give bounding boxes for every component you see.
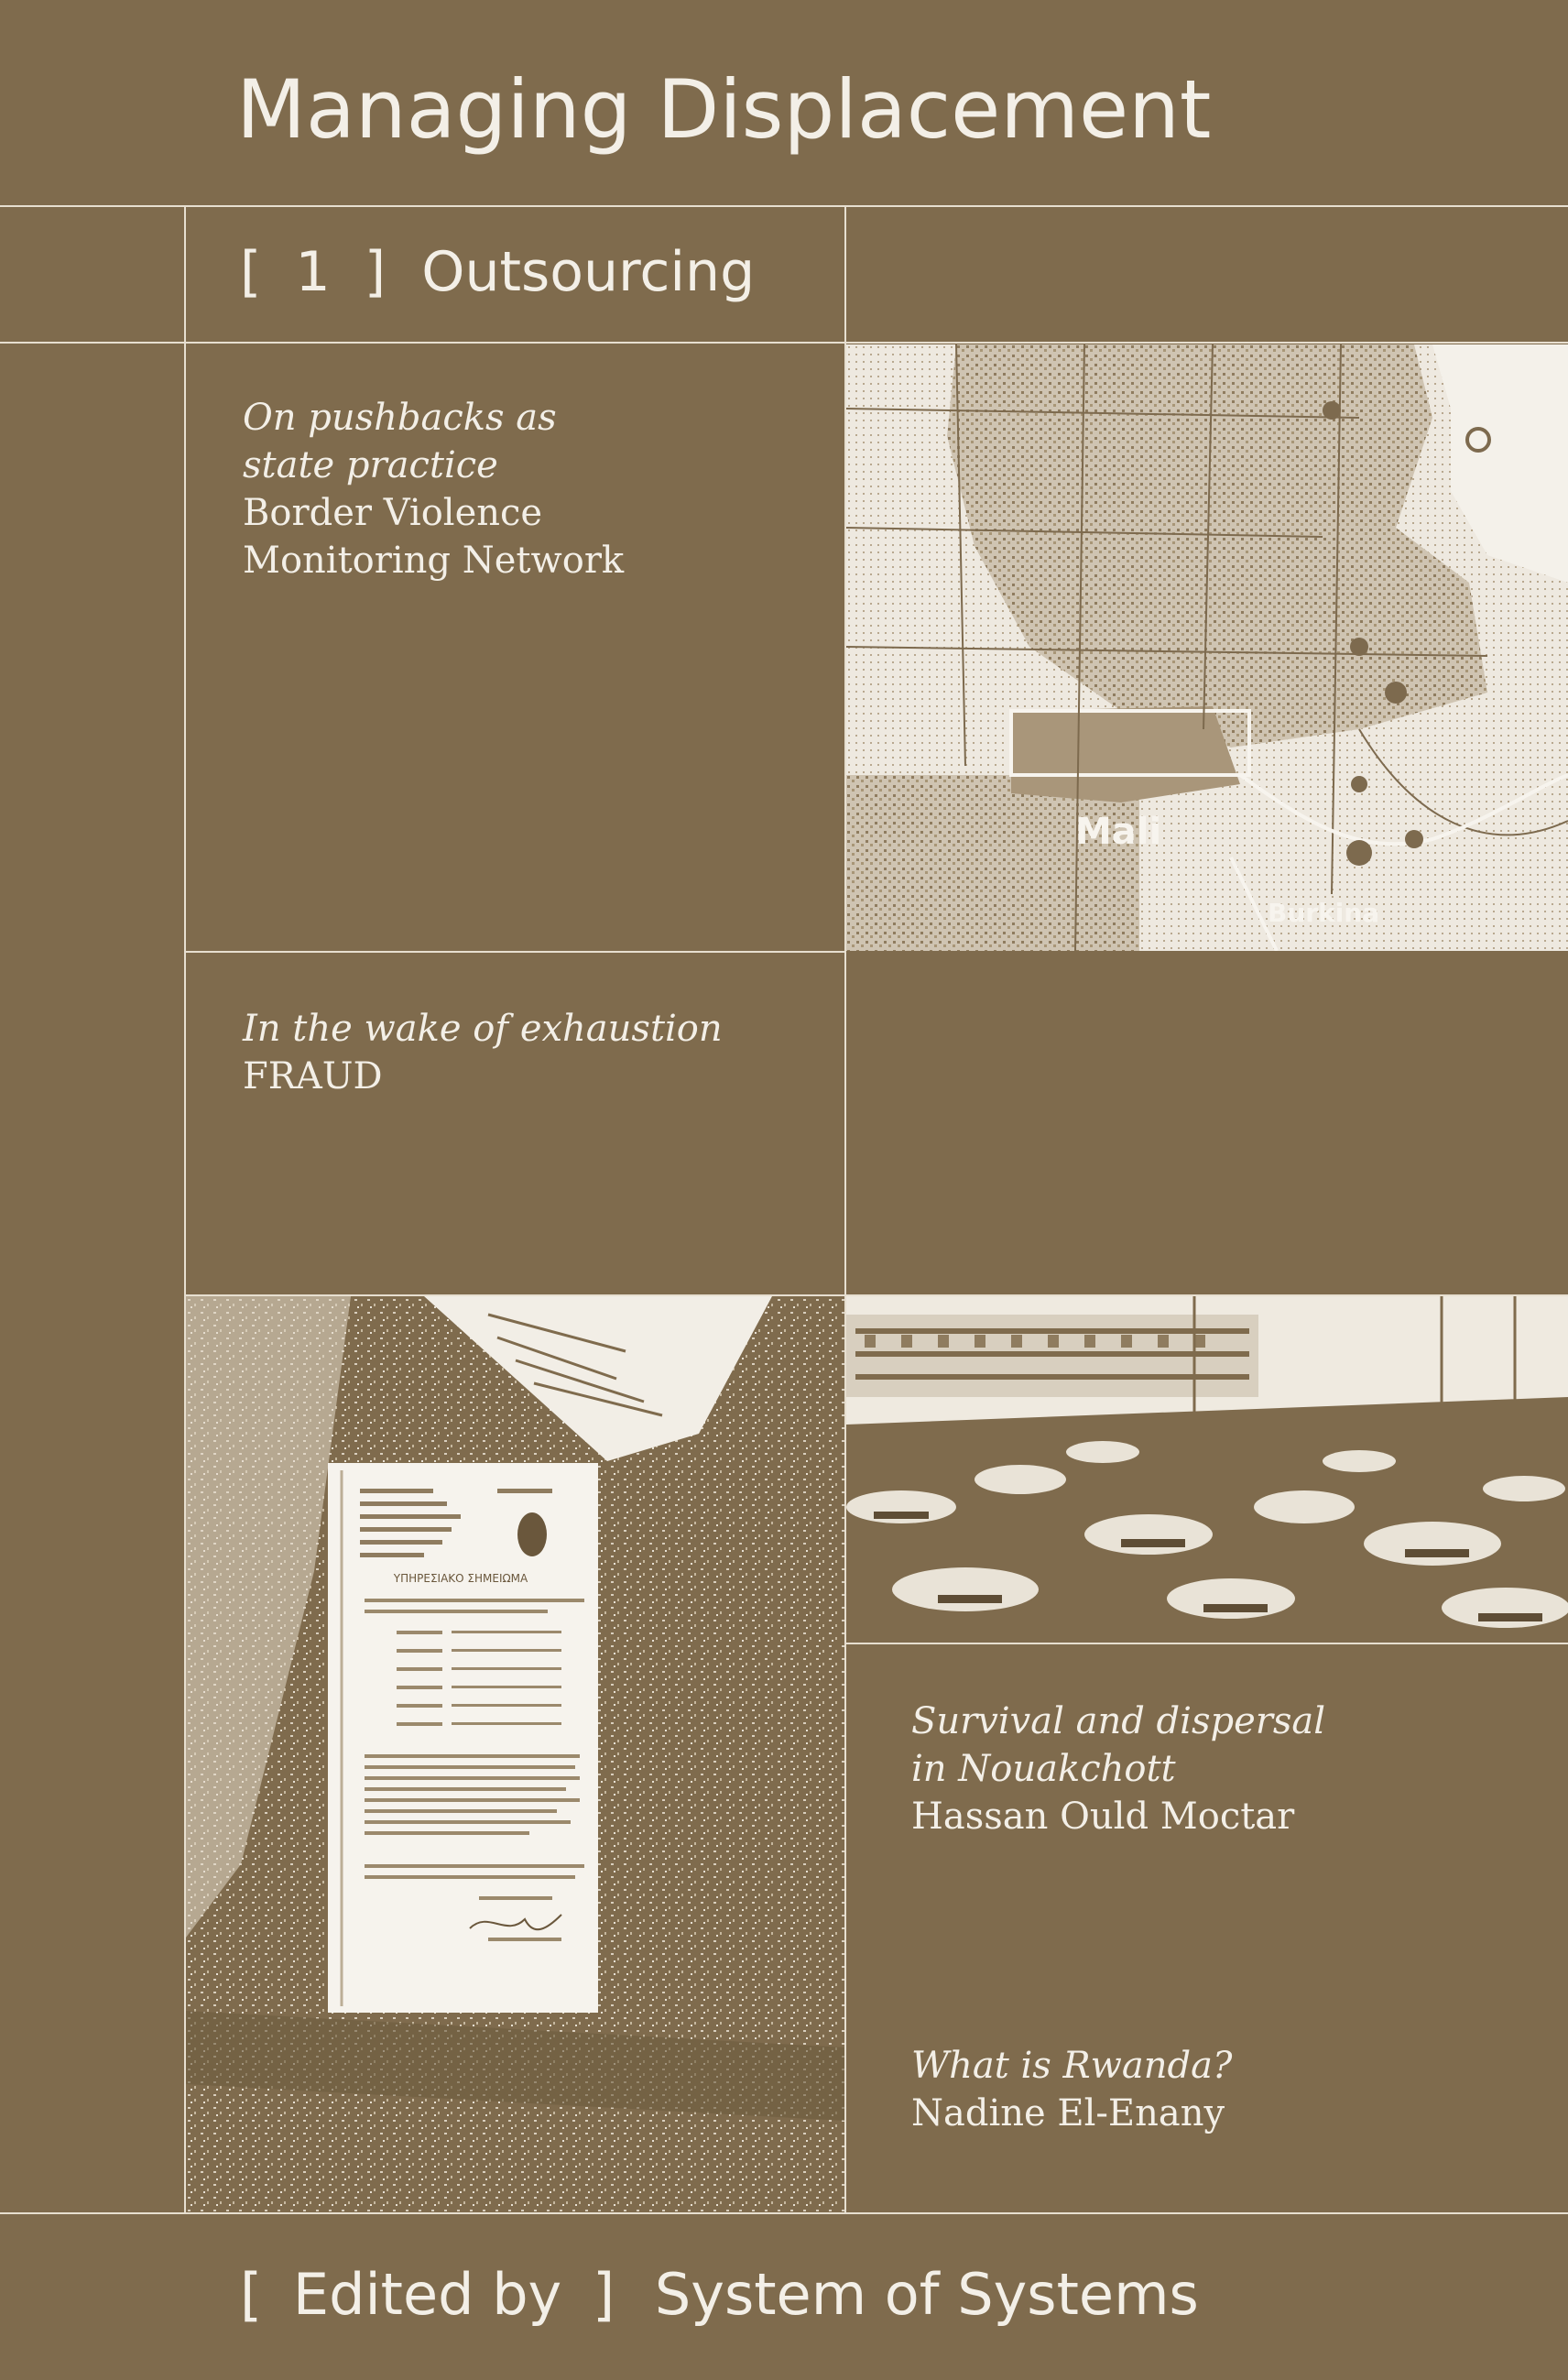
footer-label: Edited by: [292, 2261, 562, 2328]
section-bracket-open: [: [240, 240, 262, 304]
rule-section: [0, 342, 1568, 344]
street-photo: [846, 1296, 1568, 1643]
entry-author: FRAUD: [243, 1055, 383, 1097]
map-image: [846, 344, 1568, 951]
rule-top: [0, 205, 1568, 207]
section-heading: [240, 240, 755, 304]
section-number: 1: [295, 240, 331, 304]
document-photo: [186, 1296, 844, 2212]
entry-nouakchott: [911, 1698, 1325, 1840]
rule-bottom: [0, 2212, 1568, 2214]
entry-author: Monitoring Network: [243, 540, 625, 582]
section-label: Outsourcing: [421, 240, 756, 304]
entry-subtitle: What is Rwanda?: [911, 2045, 1233, 2087]
entry-subtitle: state practice: [243, 444, 498, 486]
entry-author: Nadine El-Enany: [911, 2092, 1225, 2134]
entry-subtitle: In the wake of exhaustion: [243, 1008, 723, 1050]
document-heading: ΥΠΗΡΕΣΙΑΚΟ ΣΗΜΕΙΩΜΑ: [393, 1572, 528, 1585]
entry-author: Hassan Ould Moctar: [911, 1796, 1295, 1838]
rule-photo-bottom: [844, 1643, 1568, 1644]
entry-pushbacks: [243, 394, 624, 584]
entry-author: Border Violence: [243, 492, 543, 534]
entry-subtitle: Survival and dispersal: [911, 1700, 1326, 1742]
book-title: Managing Displacement: [236, 62, 1212, 157]
rule-mid-1: [185, 951, 846, 953]
entry-subtitle: in Nouakchott: [911, 1748, 1176, 1790]
entry-subtitle: On pushbacks as: [243, 397, 557, 439]
entry-exhaustion: [243, 1005, 723, 1100]
footer-credit: [240, 2261, 1199, 2328]
footer-bracket-close: ]: [592, 2261, 615, 2328]
footer-bracket-open: [: [240, 2261, 263, 2328]
map-label-mali: Mali: [1075, 811, 1162, 853]
entry-rwanda: [911, 2042, 1232, 2137]
footer-editor: System of Systems: [654, 2261, 1199, 2328]
map-label-burkina: Burkina: [1268, 898, 1380, 928]
section-bracket-close: ]: [364, 240, 387, 304]
